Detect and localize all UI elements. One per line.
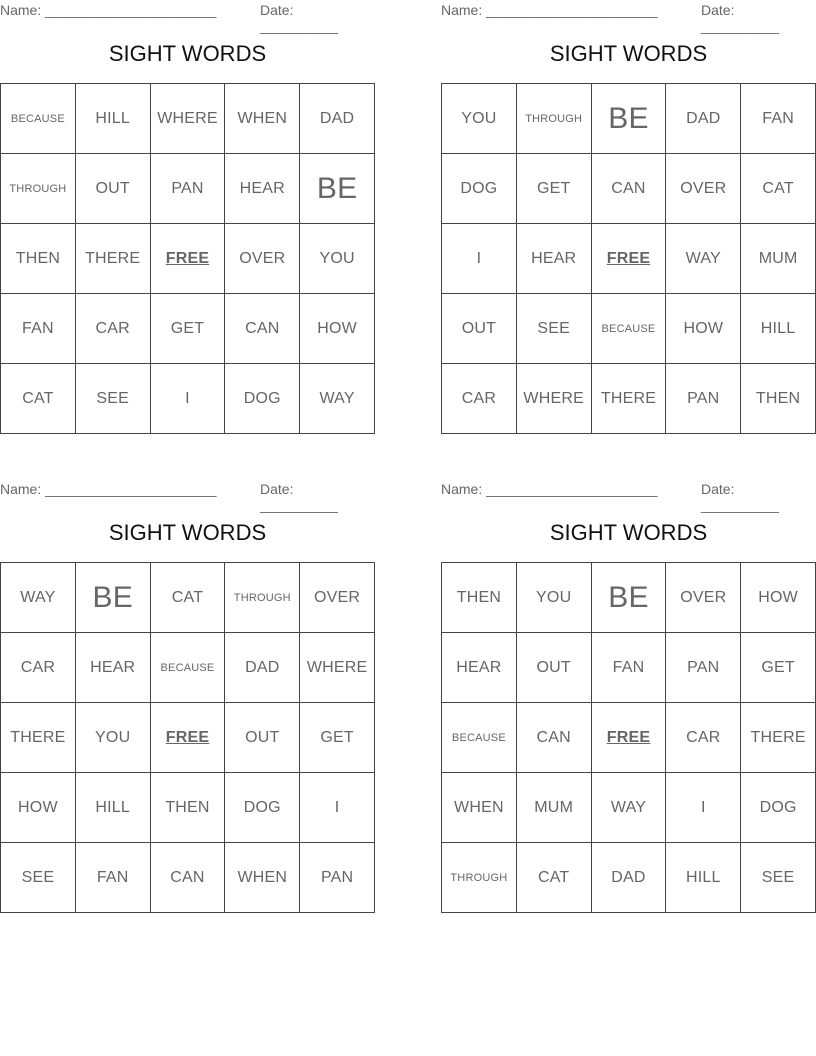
word-cell: DAD bbox=[300, 84, 375, 154]
card-title: SIGHT WORDS bbox=[108, 41, 267, 66]
word-cell: CAN bbox=[517, 703, 592, 773]
word-cell: HEAR bbox=[225, 154, 300, 224]
word-cell: HOW bbox=[1, 773, 76, 843]
word-cell: CAR bbox=[442, 364, 517, 434]
word-cell: CAT bbox=[517, 843, 592, 913]
word-cell: THERE bbox=[1, 703, 76, 773]
word-cell: PAN bbox=[666, 633, 741, 703]
word-cell: THROUGH bbox=[225, 563, 300, 633]
word-cell: BE bbox=[592, 563, 667, 633]
word-cell: PAN bbox=[151, 154, 226, 224]
word-cell: CAN bbox=[225, 294, 300, 364]
word-cell: HILL bbox=[76, 773, 151, 843]
date-field: Date: __________ bbox=[260, 481, 338, 513]
card-title: SIGHT WORDS bbox=[549, 41, 708, 66]
word-cell: HEAR bbox=[517, 224, 592, 294]
free-space-cell: FREE bbox=[151, 703, 226, 773]
word-cell: HOW bbox=[666, 294, 741, 364]
word-cell: BE bbox=[76, 563, 151, 633]
word-cell: WHERE bbox=[300, 633, 375, 703]
word-cell: CAR bbox=[1, 633, 76, 703]
bingo-card bbox=[0, 0, 375, 407]
date-field: Date: __________ bbox=[701, 2, 779, 34]
word-cell: BECAUSE bbox=[1, 84, 76, 154]
word-cell: YOU bbox=[517, 563, 592, 633]
word-cell: OUT bbox=[442, 294, 517, 364]
free-space-cell: FREE bbox=[151, 224, 226, 294]
word-cell: HOW bbox=[741, 563, 816, 633]
word-cell: CAR bbox=[666, 703, 741, 773]
word-cell: BECAUSE bbox=[151, 633, 226, 703]
word-cell: THEN bbox=[1, 224, 76, 294]
word-grid bbox=[0, 562, 375, 913]
free-space-cell: FREE bbox=[592, 703, 667, 773]
word-cell: FAN bbox=[741, 84, 816, 154]
word-cell: OVER bbox=[666, 563, 741, 633]
word-cell: BE bbox=[592, 84, 667, 154]
free-space-cell: FREE bbox=[592, 224, 667, 294]
word-cell: OVER bbox=[300, 563, 375, 633]
word-cell: HEAR bbox=[76, 633, 151, 703]
word-cell: GET bbox=[741, 633, 816, 703]
word-cell: DOG bbox=[741, 773, 816, 843]
word-cell: DAD bbox=[225, 633, 300, 703]
name-field: Name: ______________________ bbox=[441, 481, 658, 497]
word-cell: CAT bbox=[151, 563, 226, 633]
word-cell: THEN bbox=[151, 773, 226, 843]
word-cell: FAN bbox=[76, 843, 151, 913]
word-cell: CAN bbox=[592, 154, 667, 224]
word-cell: WHEN bbox=[225, 84, 300, 154]
card-title: SIGHT WORDS bbox=[549, 520, 708, 545]
word-cell: YOU bbox=[442, 84, 517, 154]
word-cell: WAY bbox=[592, 773, 667, 843]
word-cell: DOG bbox=[225, 773, 300, 843]
word-cell: SEE bbox=[517, 294, 592, 364]
word-cell: YOU bbox=[300, 224, 375, 294]
word-cell: WAY bbox=[300, 364, 375, 434]
word-cell: THERE bbox=[741, 703, 816, 773]
word-cell: CAT bbox=[1, 364, 76, 434]
name-date-row bbox=[441, 0, 816, 34]
word-cell: SEE bbox=[1, 843, 76, 913]
word-cell: GET bbox=[517, 154, 592, 224]
word-cell: DAD bbox=[666, 84, 741, 154]
word-cell: THROUGH bbox=[1, 154, 76, 224]
word-cell: BE bbox=[300, 154, 375, 224]
word-cell: WHEN bbox=[442, 773, 517, 843]
date-field: Date: __________ bbox=[701, 481, 779, 513]
word-cell: HILL bbox=[741, 294, 816, 364]
bingo-card bbox=[0, 479, 375, 886]
word-cell: THEN bbox=[442, 563, 517, 633]
word-cell: THERE bbox=[592, 364, 667, 434]
word-cell: I bbox=[442, 224, 517, 294]
name-date-row bbox=[0, 0, 375, 34]
word-cell: SEE bbox=[76, 364, 151, 434]
word-cell: FAN bbox=[592, 633, 667, 703]
word-cell: THROUGH bbox=[517, 84, 592, 154]
word-cell: PAN bbox=[300, 843, 375, 913]
word-cell: WHERE bbox=[517, 364, 592, 434]
word-cell: OVER bbox=[666, 154, 741, 224]
word-cell: DAD bbox=[592, 843, 667, 913]
word-cell: MUM bbox=[517, 773, 592, 843]
word-cell: BECAUSE bbox=[442, 703, 517, 773]
card-title: SIGHT WORDS bbox=[108, 520, 267, 545]
word-cell: CAN bbox=[151, 843, 226, 913]
word-cell: YOU bbox=[76, 703, 151, 773]
word-cell: MUM bbox=[741, 224, 816, 294]
word-cell: HEAR bbox=[442, 633, 517, 703]
bingo-card bbox=[441, 0, 816, 407]
word-cell: FAN bbox=[1, 294, 76, 364]
name-date-row bbox=[441, 479, 816, 513]
word-grid bbox=[0, 83, 375, 434]
word-cell: DOG bbox=[442, 154, 517, 224]
word-cell: PAN bbox=[666, 364, 741, 434]
bingo-card bbox=[441, 479, 816, 886]
word-cell: GET bbox=[151, 294, 226, 364]
word-cell: WAY bbox=[666, 224, 741, 294]
name-date-row bbox=[0, 479, 375, 513]
word-cell: BECAUSE bbox=[592, 294, 667, 364]
word-cell: GET bbox=[300, 703, 375, 773]
word-cell: OUT bbox=[225, 703, 300, 773]
word-cell: I bbox=[666, 773, 741, 843]
word-cell: HILL bbox=[666, 843, 741, 913]
word-cell: OVER bbox=[225, 224, 300, 294]
word-cell: THERE bbox=[76, 224, 151, 294]
word-cell: I bbox=[300, 773, 375, 843]
date-field: Date: __________ bbox=[260, 2, 338, 34]
word-cell: HILL bbox=[76, 84, 151, 154]
word-cell: THEN bbox=[741, 364, 816, 434]
name-field: Name: ______________________ bbox=[441, 2, 658, 18]
name-field: Name: ______________________ bbox=[0, 481, 217, 497]
word-cell: WHERE bbox=[151, 84, 226, 154]
word-cell: I bbox=[151, 364, 226, 434]
word-grid bbox=[441, 83, 816, 434]
word-cell: OUT bbox=[517, 633, 592, 703]
word-cell: HOW bbox=[300, 294, 375, 364]
name-field: Name: ______________________ bbox=[0, 2, 217, 18]
word-cell: WHEN bbox=[225, 843, 300, 913]
word-cell: SEE bbox=[741, 843, 816, 913]
word-cell: DOG bbox=[225, 364, 300, 434]
word-cell: CAT bbox=[741, 154, 816, 224]
word-cell: THROUGH bbox=[442, 843, 517, 913]
word-cell: CAR bbox=[76, 294, 151, 364]
word-cell: OUT bbox=[76, 154, 151, 224]
word-cell: WAY bbox=[1, 563, 76, 633]
word-grid bbox=[441, 562, 816, 913]
